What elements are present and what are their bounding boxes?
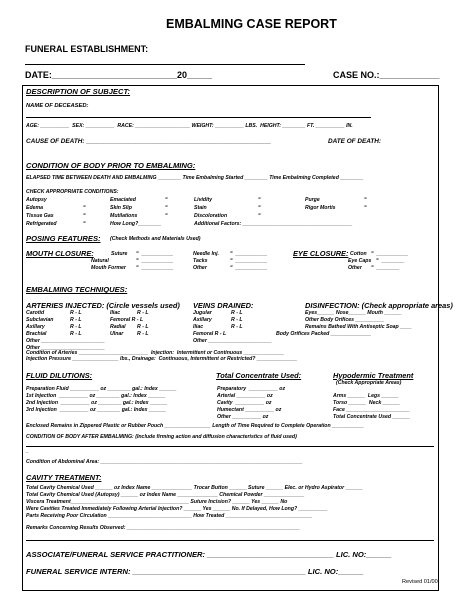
condition-row: Purge — [305, 197, 320, 203]
mouth-mid: Tacks — [193, 258, 208, 264]
condition-row: Stain — [194, 205, 207, 211]
intern-signature: FUNERAL SERVICE INTERN: _________________________________________ LIC. NO:______ — [26, 567, 364, 576]
remarks-row: Remarks Concerning Results Observed: ____________________________________________________________ — [26, 525, 301, 531]
mouth-item: Suture — [111, 251, 128, 257]
elapsed-row: ELAPSED TIME BETWEEN DEATH AND EMBALMING ________ Time Embalming Started ________ Time Embalming Completed ________ — [26, 175, 364, 181]
fluid-row: 1st Injection __________ oz ________ gal.: Index ______ — [26, 393, 166, 399]
condition-row: “ — [258, 213, 261, 219]
condition-row: “ — [165, 205, 168, 211]
condition-row: “ — [258, 197, 261, 203]
condition-row: “ — [165, 197, 168, 203]
name-line — [26, 117, 371, 118]
artery: R - L — [70, 331, 82, 337]
concentrate-row: Cavity __________ oz — [217, 400, 272, 406]
disinfection-row: Other Body Orifices __________ — [305, 317, 385, 323]
artery: R - L — [137, 331, 149, 337]
injection-pressure: Injection Pressure ________________ lbs., Drainage: Continuous, Intermittent or Restricted? ______________ — [26, 356, 298, 362]
vein: R - L — [231, 310, 243, 316]
artery: R - L — [70, 317, 82, 323]
hypodermic-row: Total Concentrate Used ______ — [333, 414, 410, 420]
artery: Femoral R - L — [110, 317, 144, 323]
artery-other: Other ______________________ — [26, 338, 105, 344]
disinfection-row: Eyes______ Nose______ Mouth ______ — [305, 310, 402, 316]
case-no-field: CASE NO.:____________ — [333, 70, 440, 80]
cavity-row: Were Cavities Treated Immediately Following Arterial Injection? ______ Yes ______ No. If Delayed, How Long? __________ — [26, 506, 328, 512]
condition-after: CONDITION OF BODY AFTER EMBALMING: (Include firming action and diffusion characteristics of fluid used) — [26, 434, 297, 440]
artery: R - L — [137, 324, 149, 330]
condition-row: Tissue Gas — [26, 213, 54, 219]
mouth-closure-heading: MOUTH CLOSURE: — [26, 249, 94, 258]
cavity-heading: CAVITY TREATMENT: — [26, 473, 102, 482]
veins-heading: VEINS DRAINED: — [193, 301, 254, 310]
posing-heading: POSING FEATURES: — [26, 234, 101, 243]
condition-row: Skin Slip — [110, 205, 132, 211]
concentrate-row: Humectant __________ oz — [217, 407, 282, 413]
artery: R - L — [137, 310, 149, 316]
condition-row: “ — [83, 221, 86, 227]
artery: Radial — [110, 324, 126, 330]
case-report-page: EMBALMING CASE REPORT FUNERAL ESTABLISHMENT: DATE:_________________________20_____ CASE NO.:____________ DESCRIPTION OF SUBJECT: NAME OF DECEASED: AGE: __________ SEX: __________ RACE: ___________________ WEIGHT: __________ LBS. HEIGHT: ________ FT. __________ IN. CAUSE OF DEATH: ____________________________________________________ DATE OF DEATH: CONDITION OF BODY PRIOR TO EMBALMING: ELAPSED TIME BETWEEN DEATH AND EMBALMING ________ Time Embalming Started ________ Time Embalming Completed ________ CHECK APPROPRIATE CONDITIONS: Autopsy Emaciated “ Lividity “ Purge “ Edema “ Skin Slip “ Stain “ Rigor Mortis “ Tissue Gas “ Mutilations “ Discoloration “ Refrigerated “ How Long?________ Additional Factors: ______________________________________ POSING FEATURES: (Check Methods and Materials Used) MOUTH CLOSURE: Suture Natural Mouth Former “ ___________ “ ___________ “ ___________ Needle Inj. Tacks Other “ ___________ “ ___________ “ ___________ EYE CLOSURE: Cotton Eye Caps Other “ ___________ “ ________ “ ________ EMBALMING TECHNIQUES: ARTERIES INJECTED: (Circle vessels used) VEINS DRAINED: DISINFECTION: (Check appropriate areas) Carotid R - L Iliac R - L Subclavian R - L Femoral R - L Axillary R - L Radial R - L Brachial R - L Ulnar R - L Other ______________________ Other ______________________ Jugular R - L Axillary R - L Iliac R - L Femoral R - L Other ______________________ Eyes______ Nose______ Mouth ______ Other Body Orifices __________ Remains Bathed With Antiseptic Soap ____ Body Orifices Packed ______________ Condition of Arteries ________________________ Injection: Intermittent or Continuous ______________ Injection Pressure ________________ lbs., Drainage: Continuous, Intermittent or Restricted? ______________ FLUID DILUTIONS: Total Concentrate Used: Hypodermic Treatment (Check Appropriate Areas) Preparation Fluid __________ oz ________ gal.: Index ______ 1st Injection __________ oz ________ gal.: Index ______ 2nd Injection __________ oz ________ gal.: Index ______ 3rd Injection __________ oz ________ gal.: Index ______ Preparatory __________ oz Arterial __________ oz Cavity __________ oz Humectant __________ oz Other __________ oz Arms ______ Legs ______ Torso ______ Neck ______ Face ______________________ Total Concentrate Used ______ Enclosed Remains in Zippered Plastic or Rubber Pouch ________________ Length of Time Required to Complete Operation ___________ CONDITION OF BODY AFTER EMBALMING: (Include firming action and diffusion characteristics of fluid used) _ Condition of Abdominal Area: ______________________________________________________________________ CAVITY TREATMENT: Total Cavity Chemical Used ______ oz Index Name ______________ Trocar Button ______ Suture ______ Elec. or Hydro Aspirator ______ Total Cavity Chemical Used (Autopsy) ______ oz Index Name ______________ Chemical Powder ______________ Viscera Treatment_________________________________________ Suture Incision? ______ Yes ______ No Were Cavities Treated Immediately Following Arterial Injection? ______ Yes ______ No. If Delayed, How Long? __________ Parts Receiving Poor Circulation _____________________________ How Treated ______________________________ Remarks Concerning Results Observed: ____________________________________________________________ ASSOCIATE/FUNERAL SERVICE PRACTITIONER: ______________________________ LIC. NO:______ FUNERAL SERVICE INTERN: _________________________________________ LIC. NO:______ Revised 01/00 — [0, 0, 474, 613]
condition-row: Rigor Mortis — [305, 205, 336, 211]
eye-item: Other — [348, 265, 362, 271]
concentrate-row: Preparatory __________ oz — [217, 386, 286, 392]
remarks-line — [26, 540, 434, 541]
artery: Brachial — [26, 331, 47, 337]
hypodermic-heading: Hypodermic Treatment — [333, 371, 414, 380]
techniques-heading: EMBALMING TECHNIQUES: — [26, 285, 128, 294]
cavity-row: Parts Receiving Poor Circulation _____________________________ How Treated ______________________________ — [26, 513, 313, 519]
fluid-heading: FLUID DILUTIONS: — [26, 371, 93, 380]
after-line — [26, 446, 434, 447]
posing-note: (Check Methods and Materials Used) — [110, 236, 201, 242]
vein: R - L — [231, 324, 243, 330]
fluid-row: 3rd Injection __________ oz ________ gal.: Index ______ — [26, 407, 167, 413]
vein: Axillary — [193, 317, 212, 323]
condition-row: Discoloration — [194, 213, 228, 219]
cavity-row: Viscera Treatment_________________________________________ Suture Incision? ______ Yes ______ No — [26, 499, 288, 505]
artery: R - L — [70, 324, 82, 330]
date-field: DATE:_________________________20_____ — [25, 70, 213, 80]
artery: R - L — [70, 310, 82, 316]
date-of-death-label: DATE OF DEATH: — [328, 138, 382, 145]
mouth-item: Mouth Former — [91, 265, 126, 271]
vein: R - L — [231, 317, 243, 323]
mouth-item: Natural — [91, 258, 109, 264]
condition-row: “ — [83, 213, 86, 219]
disinfection-heading: DISINFECTION: (Check appropriate areas) — [305, 301, 453, 310]
page-title: EMBALMING CASE REPORT — [166, 17, 337, 31]
establishment-line — [25, 64, 305, 65]
cavity-row: Total Cavity Chemical Used (Autopsy) ______ oz Index Name ______________ Chemical Powder ______________ — [26, 492, 305, 498]
arteries-heading: ARTERIES INJECTED: (Circle vessels used) — [26, 301, 180, 310]
condition-heading: CONDITION OF BODY PRIOR TO EMBALMING: — [26, 161, 196, 170]
disinfection-row: Body Orifices Packed ______________ — [276, 331, 372, 337]
artery-other: Other ______________________ — [26, 345, 105, 351]
artery: Ulnar — [110, 331, 124, 337]
vein: Femoral R - L — [193, 331, 227, 337]
condition-row: Mutilations — [110, 213, 138, 219]
artery: Axillary — [26, 324, 45, 330]
condition-arteries: Condition of Arteries ________________________ Injection: Intermittent or Continuous ______________ — [26, 350, 285, 356]
condition-row: Refrigerated — [26, 221, 57, 227]
total-concentrate-heading: Total Concentrate Used: — [216, 371, 302, 380]
funeral-establishment-label: FUNERAL ESTABLISHMENT: — [25, 44, 149, 54]
cavity-row: Total Cavity Chemical Used ______ oz Index Name ______________ Trocar Button ______ Suture ______ Elec. or Hydro Aspirator ______ — [26, 485, 363, 491]
mouth-mid: Needle Inj. — [193, 251, 219, 257]
vein: Jugular — [193, 310, 212, 316]
hypodermic-note: (Check Appropriate Areas) — [336, 380, 402, 386]
condition-row: “ — [364, 197, 367, 203]
enclosed-remains: Enclosed Remains in Zippered Plastic or Rubber Pouch ________________ Length of Time Required to Complete Operation ___________ — [26, 423, 364, 429]
associate-signature: ASSOCIATE/FUNERAL SERVICE PRACTITIONER: ______________________________ LIC. NO:______ — [26, 550, 392, 559]
fluid-row: 2nd Injection __________ oz ________ gal.: Index ______ — [26, 400, 168, 406]
condition-row: Additional Factors: ______________________________________ — [194, 221, 353, 227]
eye-closure-heading: EYE CLOSURE: — [293, 249, 349, 258]
description-heading: DESCRIPTION OF SUBJECT: — [26, 87, 131, 96]
condition-row: Autopsy — [26, 197, 47, 203]
condition-row: How Long?________ — [110, 221, 162, 227]
vein: Iliac — [193, 324, 204, 330]
abdominal-area: Condition of Abdominal Area: ______________________________________________________________________ — [26, 459, 303, 465]
artery: Subclavian — [26, 317, 54, 323]
condition-row: “ — [364, 205, 367, 211]
condition-row: “ — [165, 213, 168, 219]
name-of-deceased-label: NAME OF DECEASED: — [26, 103, 89, 109]
artery: Carotid — [26, 310, 45, 316]
mouth-mid: Other — [193, 265, 207, 271]
vitals-row: AGE: __________ SEX: __________ RACE: ___________________ WEIGHT: __________ LBS. HEIGHT: ________ FT. __________ IN. — [26, 123, 353, 129]
eye-item: Eye Caps — [348, 258, 372, 264]
vein-other: Other ______________________ — [193, 338, 272, 344]
concentrate-row: Arterial __________ oz — [217, 393, 273, 399]
condition-row: Lividity — [194, 197, 213, 203]
condition-row: “ — [258, 205, 261, 211]
check-label: CHECK APPROPRIATE CONDITIONS: — [26, 189, 119, 195]
cause-of-death: CAUSE OF DEATH: ____________________________________________________ — [26, 138, 272, 145]
hypodermic-row: Arms ______ Legs ______ — [333, 393, 399, 399]
fluid-row: Preparation Fluid __________ oz ________ gal.: Index ______ — [26, 386, 177, 392]
hypodermic-row: Torso ______ Neck ______ — [333, 400, 401, 406]
eye-item: Cotton — [350, 251, 367, 257]
disinfection-row: Remains Bathed With Antiseptic Soap ____ — [305, 324, 412, 330]
hypodermic-row: Face ______________________ — [333, 407, 410, 413]
concentrate-row: Other __________ oz — [217, 414, 269, 420]
artery: Iliac — [110, 310, 121, 316]
condition-row: Edema — [26, 205, 44, 211]
revision-note: Revised 01/00 — [402, 579, 438, 585]
condition-row: Emaciated — [110, 197, 136, 203]
condition-row: “ — [83, 205, 86, 211]
